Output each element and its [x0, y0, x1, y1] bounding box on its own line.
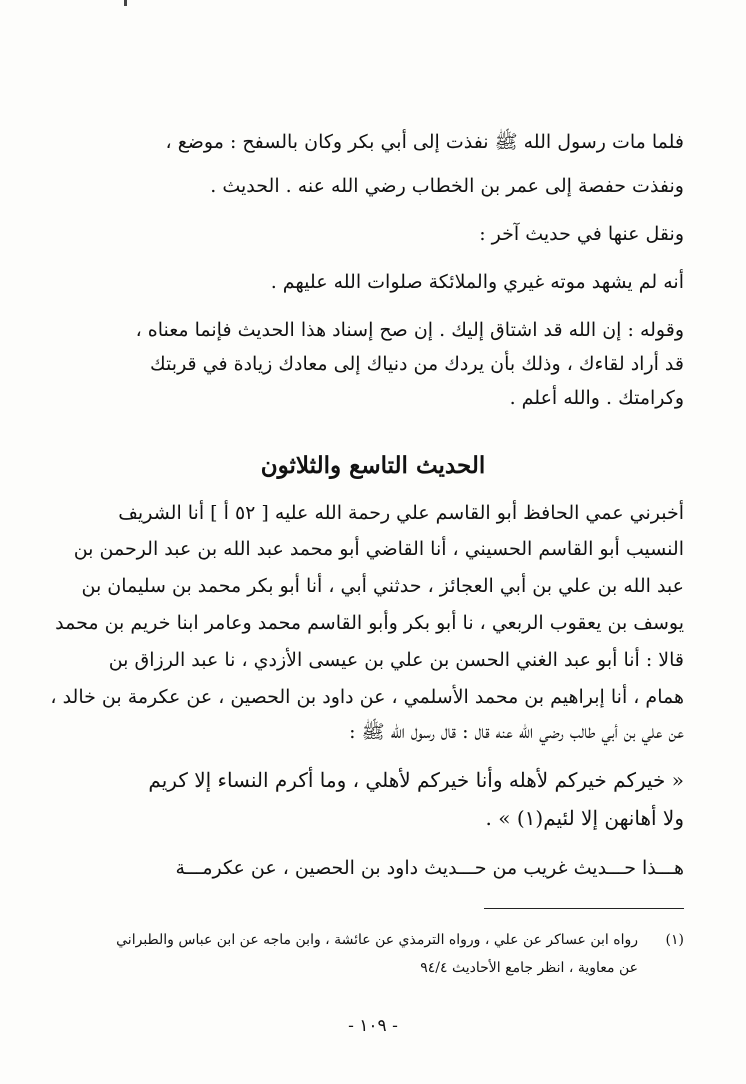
isnad-line: عبد الله بن علي بن أبي العجائز ، حدثني أبي ، أنا أبو بكر محمد بن سليمان بن [81, 575, 684, 597]
footnote-line: رواه ابن عساكر عن علي ، ورواه الترمذي عن عائشة ، وابن ماجه عن ابن عباس والطبراني [116, 932, 638, 948]
section-heading: الحديث التاسع والثلاثون [260, 452, 486, 479]
isnad-line: أخبرني عمي الحافظ أبو القاسم علي رحمة الله عليه [ ٥٢ أ ] أنا الشريف [118, 502, 684, 524]
body-line: وكرامتك . والله أعلم . [509, 387, 684, 409]
isnad-line: همام ، أنا إبراهيم بن محمد الأسلمي ، عن داود بن الحصين ، عن عكرمة بن خالد ، [50, 686, 684, 708]
body-line: أنه لم يشهد موته غيري والملائكة صلوات الله عليهم . [270, 271, 684, 293]
body-line: ونفذت حفصة إلى عمر بن الخطاب رضي الله عنه . الحديث . [210, 175, 684, 197]
hadith-line: ولا أهانهن إلا لئيم(١) » . [485, 806, 684, 830]
footnote [70, 0, 684, 1000]
isnad-line: عن علي بن أبي طالب رضي الله عنه قال : قال رسول الله ﷺ : [349, 721, 684, 743]
hadith-line: « خيركم خيركم لأهله وأنا خيركم لأهلي ، وما أكرم النساء إلا كريم [148, 768, 684, 792]
isnad-line: يوسف بن يعقوب الربعي ، نا أبو بكر وأبو القاسم محمد وعامر ابنا خريم بن محمد [55, 612, 684, 634]
isnad-line: النسيب أبو القاسم الحسيني ، أنا القاضي أبو محمد عبد الله بن عبد الرحمن بن [73, 538, 684, 560]
closing-line: هـــذا حـــديث غريب من حـــديث داود بن الحصين ، عن عكرمـــة [175, 857, 684, 879]
isnad-line: قالا : أنا أبو عبد الغني الحسن بن علي بن عيسى الأزدي ، نا عبد الرزاق بن [108, 649, 684, 671]
body-line: وقوله : إن الله قد اشتاق إليك . إن صح إسناد هذا الحديث فإنما معناه ، [135, 319, 684, 341]
footnote-number: (١) [665, 932, 684, 948]
body-line: قد أراد لقاءك ، وذلك بأن يردك من دنياك إلى معادك زيادة في قربتك [150, 353, 684, 375]
footnote-line: عن معاوية ، انظر جامع الأحاديث ٩٤/٤ [420, 960, 638, 976]
body-line: فلما مات رسول الله ﷺ نفذت إلى أبي بكر وكان بالسفح : موضع ، [165, 131, 684, 153]
body-line: ونقل عنها في حديث آخر : [479, 223, 684, 245]
page-number: - ١٠٩ - [348, 1016, 398, 1036]
